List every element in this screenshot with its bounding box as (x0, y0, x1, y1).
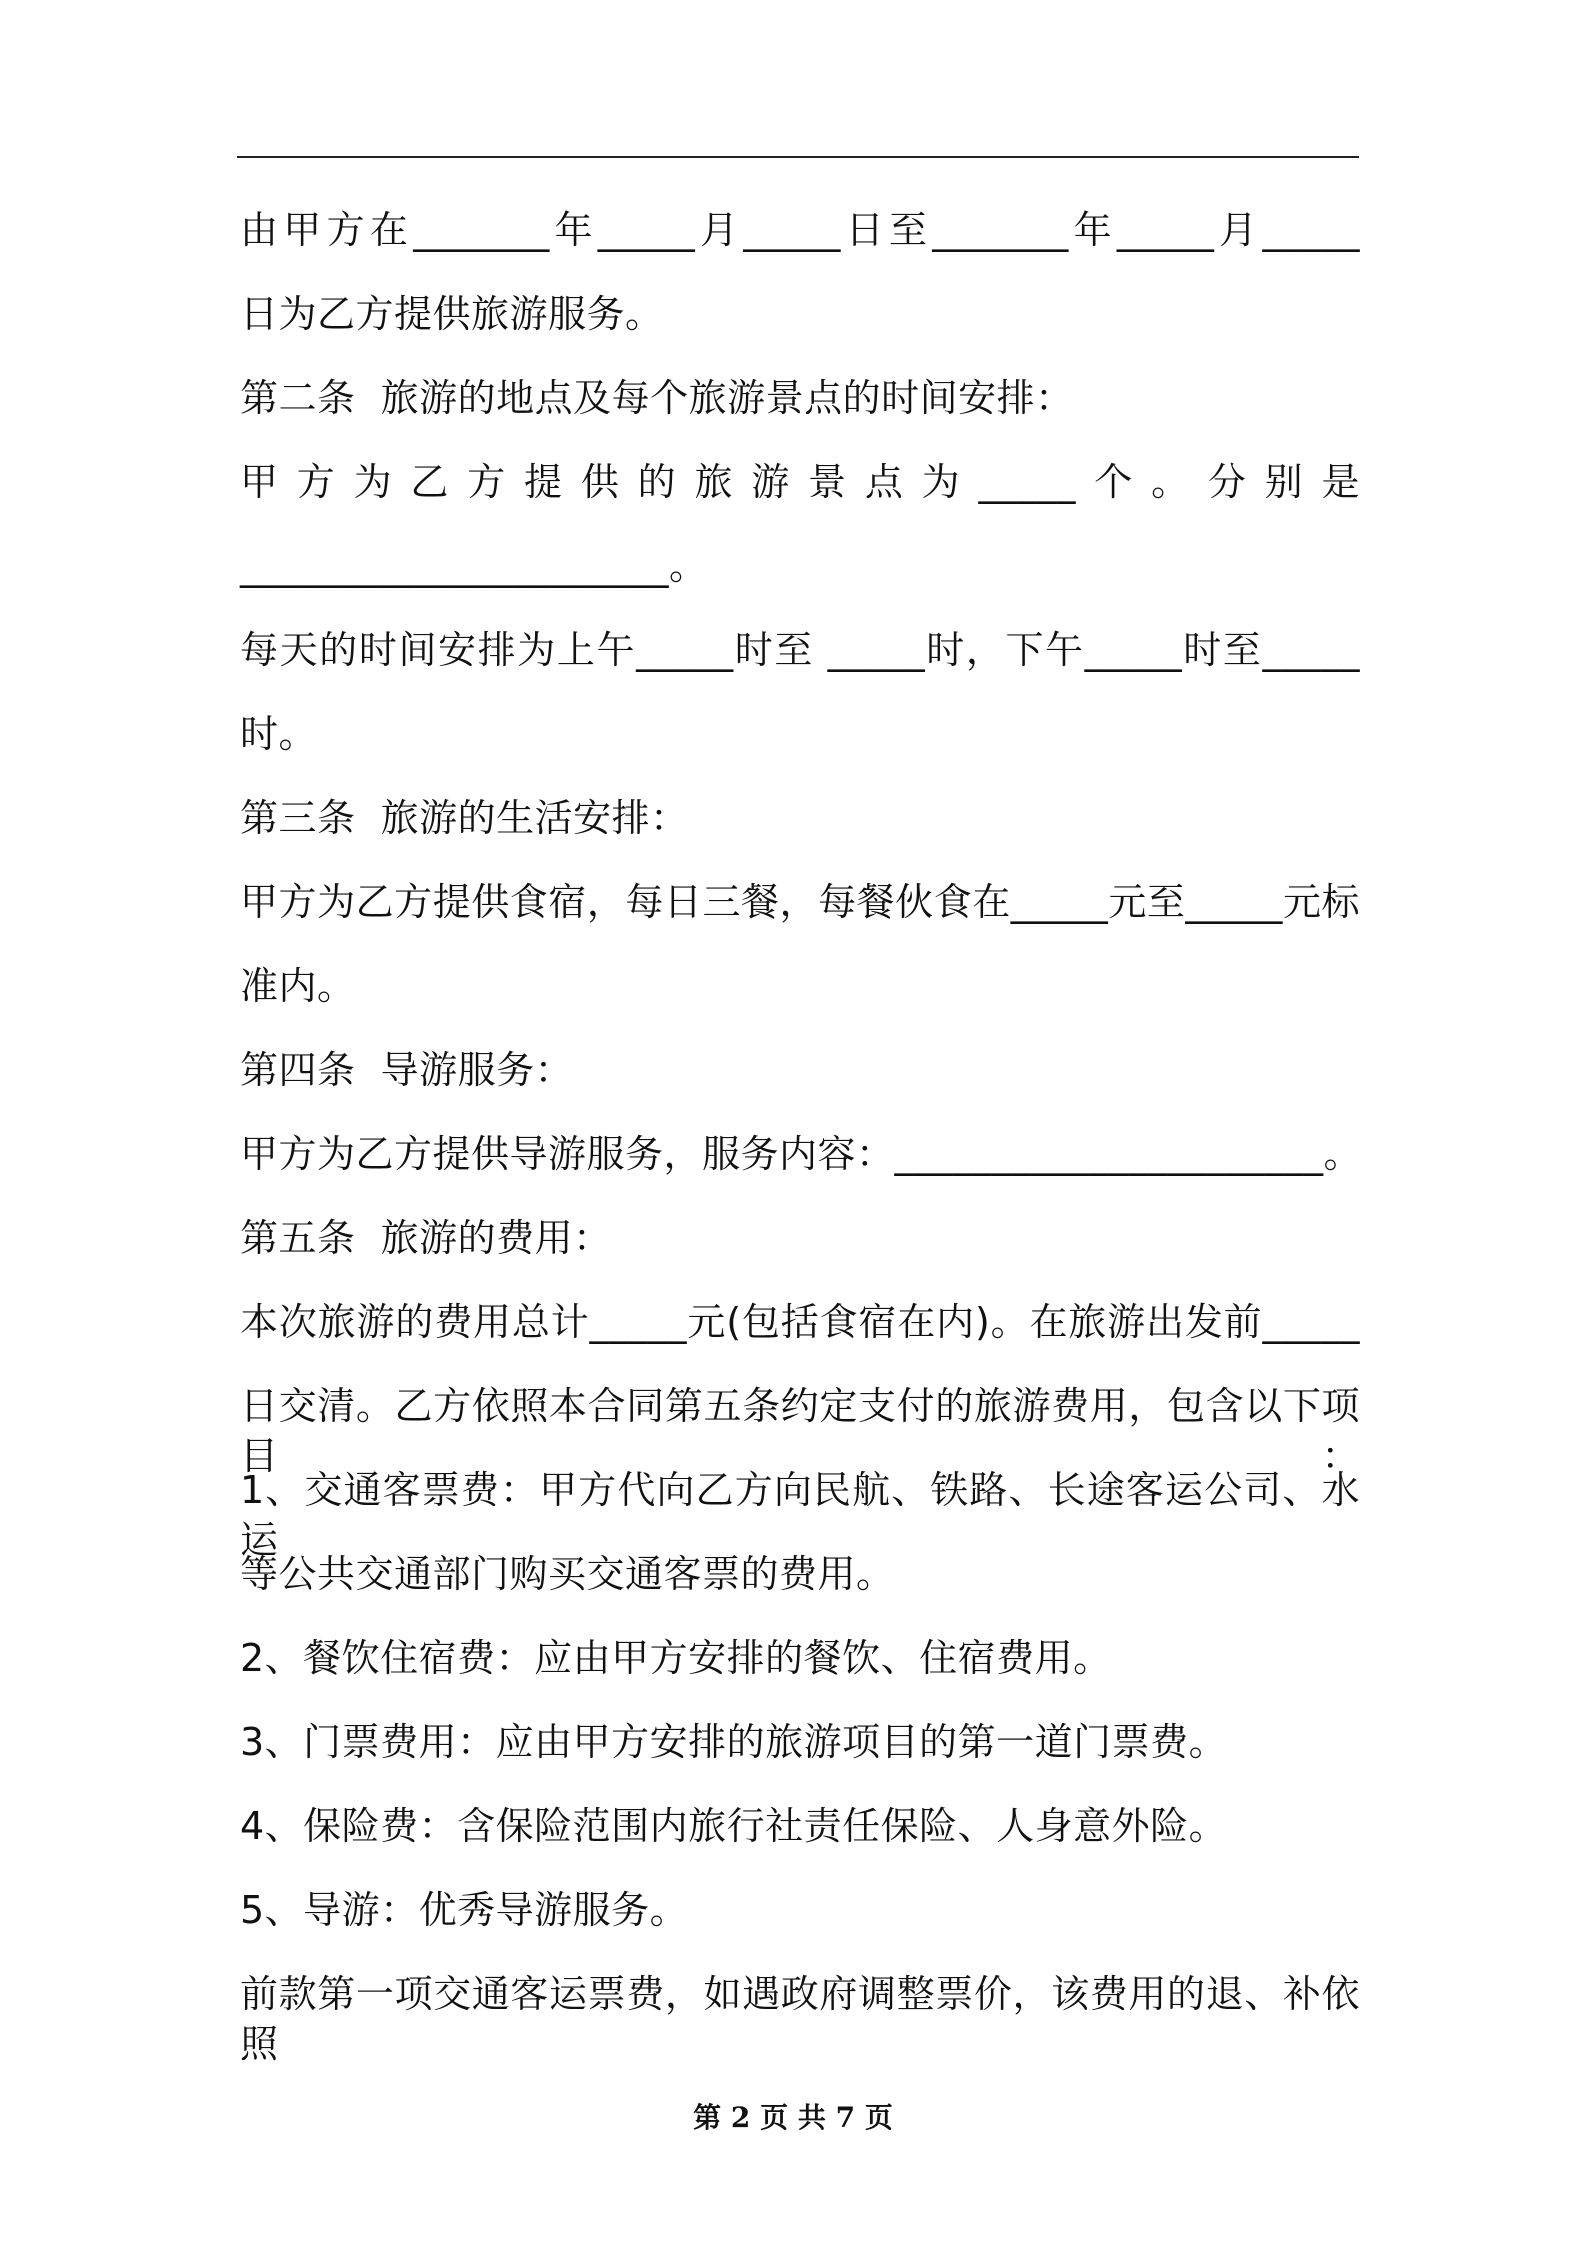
paragraph-line: 由甲方在_______年_____月_____日至_______年_____月_____ (240, 208, 1360, 252)
paragraph-line: 每天的时间安排为上午_____时至 _____时，下午_____时至_____ (240, 628, 1360, 672)
article-heading: 第二条 旅游的地点及每个旅游景点的时间安排： (240, 376, 1074, 420)
paragraph-line: 准内。 (240, 964, 356, 1008)
list-item: 3、门票费用：应由甲方安排的旅游项目的第一道门票费。 (240, 1720, 1228, 1764)
header-rule (237, 156, 1359, 158)
article-heading: 第三条 旅游的生活安排： (240, 796, 689, 840)
paragraph-line: 前款第一项交通客运票费，如遇政府调整票价，该费用的退、补依照 (240, 1972, 1360, 2066)
list-item: 5、导游：优秀导游服务。 (240, 1888, 689, 1932)
paragraph-line: 甲方为乙方提供食宿，每日三餐，每餐伙食在_____元至_____元标 (240, 880, 1360, 924)
list-item: 4、保险费：含保险范围内旅行社责任保险、人身意外险。 (240, 1804, 1228, 1848)
list-item: 1、交通客票费：甲方代向乙方向民航、铁路、长途客运公司、水运 (240, 1468, 1360, 1562)
page-number-footer: 第 2 页 共 7 页 (693, 2101, 893, 2134)
paragraph-line: 甲方为乙方提供导游服务，服务内容：______________________。 (240, 1132, 1363, 1176)
paragraph-line: 日为乙方提供旅游服务。 (240, 292, 664, 336)
article-heading: 第五条 旅游的费用： (240, 1216, 612, 1260)
paragraph-line: 本次旅游的费用总计_____元(包括食宿在内)。在旅游出发前_____ (240, 1300, 1360, 1344)
article-heading: 第四条 导游服务： (240, 1048, 574, 1092)
paragraph-line: 甲方为乙方提供的旅游景点为_____个。分别是 (240, 460, 1360, 504)
paragraph-line: ______________________。 (240, 544, 708, 588)
paragraph-line: 时。 (240, 712, 318, 756)
paragraph-line: 等公共交通部门购买交通客票的费用。 (240, 1552, 895, 1596)
list-item: 2、餐饮住宿费：应由甲方安排的餐饮、住宿费用。 (240, 1636, 1112, 1680)
paragraph-line: 日交清。乙方依照本合同第五条约定支付的旅游费用，包含以下项目： (240, 1384, 1360, 1478)
